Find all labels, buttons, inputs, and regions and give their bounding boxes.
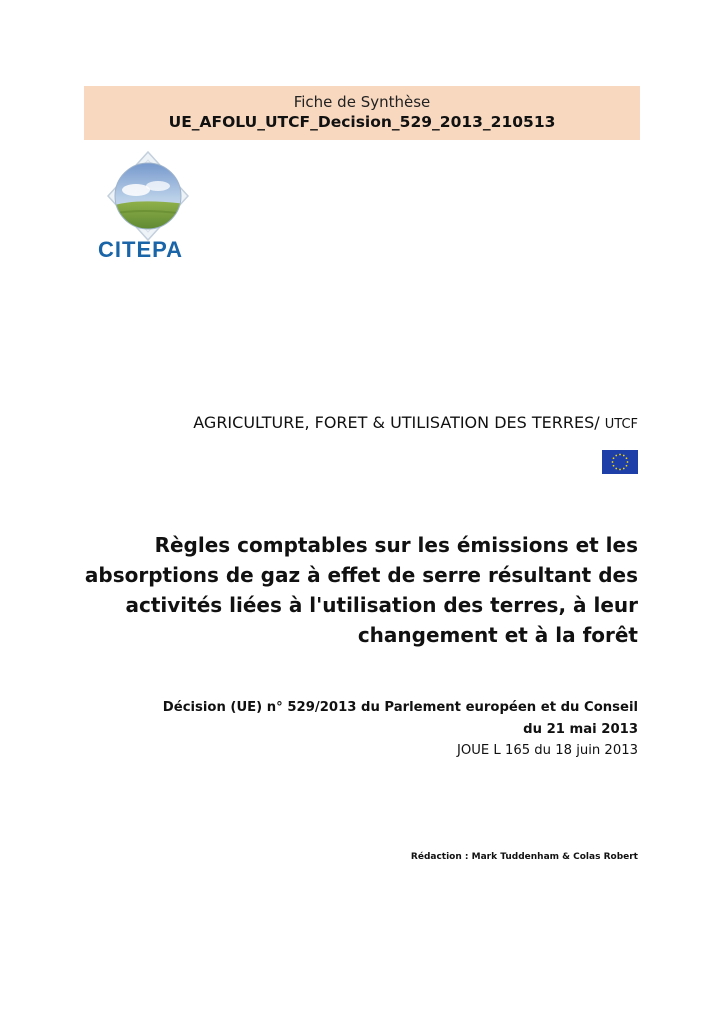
main-title-line: absorptions de gaz à effet de serre résultant des (84, 563, 638, 587)
authors: Rédaction : Mark Tuddenham & Colas Robert (410, 852, 638, 862)
section-title-main: AGRICULTURE, FORET & UTILISATION DES TERRES/ (193, 413, 600, 432)
main-title-line: Règles comptables sur les émissions et les (154, 533, 638, 557)
citepa-logo-text: CITEPA (98, 237, 184, 262)
eu-star (627, 461, 629, 463)
eu-star (619, 469, 621, 471)
main-title-line: activités liées à l'utilisation des terres, à leur (125, 593, 638, 617)
eu-star (623, 455, 625, 457)
decision-title: Décision (UE) n° 529/2013 du Parlement européen et du Conseil (162, 700, 638, 715)
section-title-abbrev: UTCF (604, 417, 638, 432)
section-title (78, 412, 638, 436)
main-title (78, 530, 638, 650)
eu-star (613, 457, 615, 459)
main-title-line: changement et à la forêt (357, 623, 638, 647)
eu-star (619, 454, 621, 456)
eu-star (615, 468, 617, 470)
decision-reference (78, 697, 638, 762)
eu-star (626, 465, 628, 467)
eu-star (626, 457, 628, 459)
eu-star (613, 465, 615, 467)
journal-reference: JOUE L 165 du 18 juin 2013 (456, 743, 638, 758)
document-type: Fiche de Synthèse (293, 93, 431, 111)
document-reference: UE_AFOLU_UTCF_Decision_529_2013_210513 (168, 113, 556, 131)
eu-star (612, 461, 614, 463)
eu-flag (602, 450, 638, 474)
eu-star (615, 455, 617, 457)
eu-star (623, 468, 625, 470)
citepa-logo (96, 150, 206, 262)
header-band (84, 86, 640, 140)
citepa-logo-icon (96, 150, 206, 262)
eu-flag-icon (602, 450, 638, 474)
decision-date: du 21 mai 2013 (523, 721, 638, 737)
